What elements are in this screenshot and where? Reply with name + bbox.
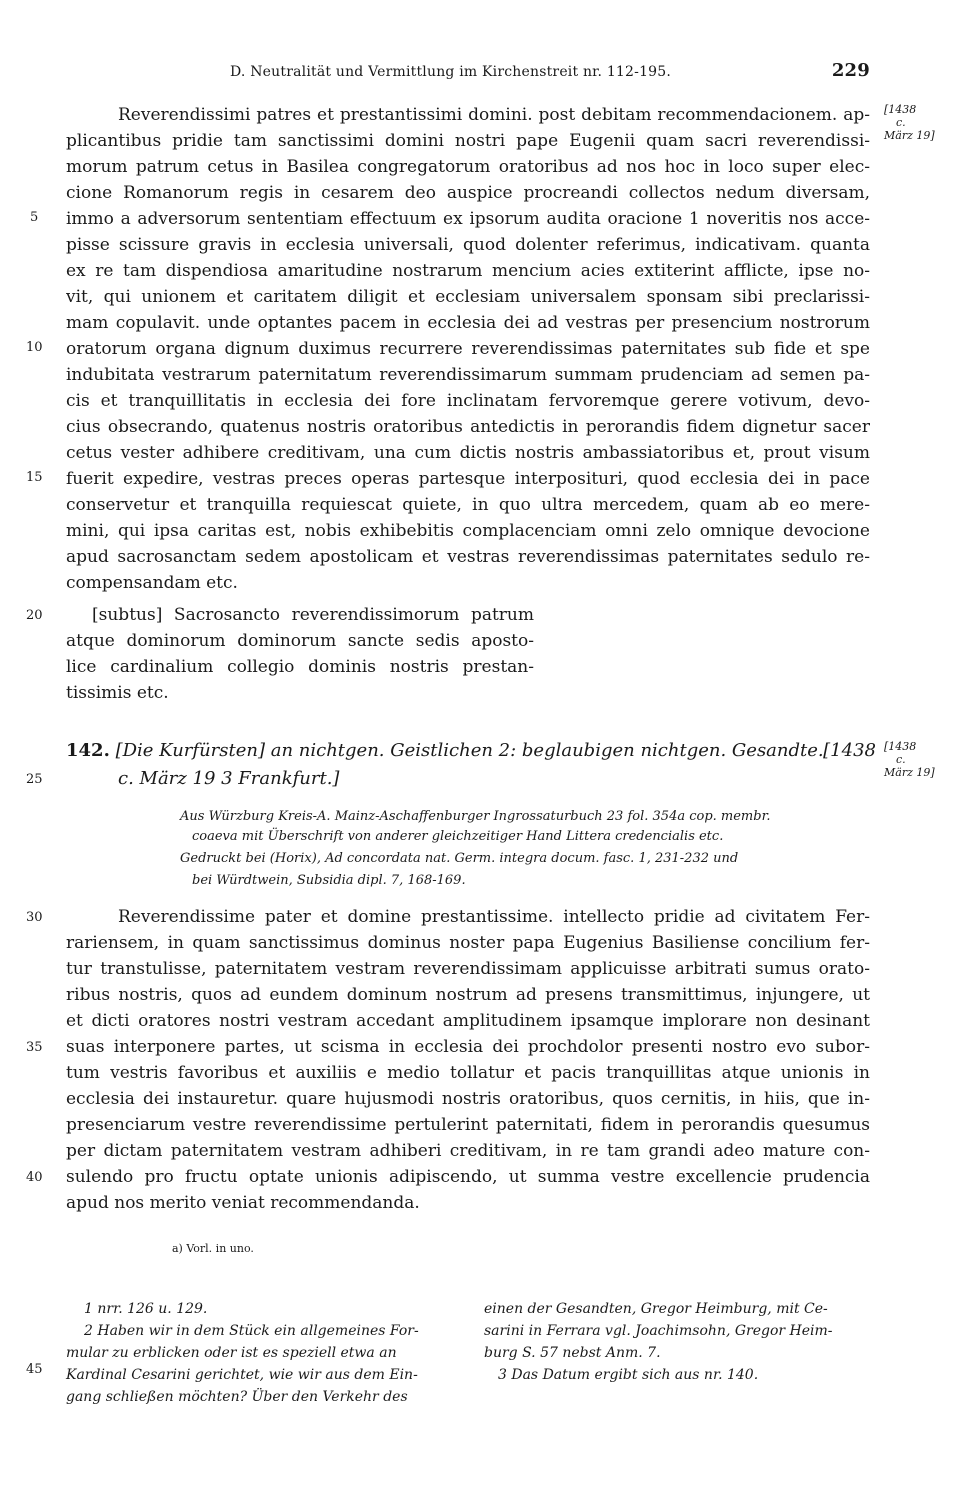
text-line: vit, qui unionem et caritatem diligit et ecclesiam universalem sponsam sibi preclarissi-	[66, 287, 870, 307]
text-line: tissimis etc.	[66, 683, 169, 703]
line-number: 5	[30, 210, 39, 225]
text-line: compensandam etc.	[66, 573, 238, 593]
footnote-line: sarini in Ferrara vgl. Joachimsohn, Gregor Heim-	[484, 1323, 833, 1339]
source-line: bei Würdtwein, Subsidia dipl. 7, 168-169.	[192, 873, 466, 888]
text-line: conservetur et tranquilla requiescat quiete, in quo ultra mercedem, quam ab eo mere-	[66, 495, 870, 515]
text-line: tum vestris favoribus et auxiliis e medio tollatur et pacis tranquillitas atque unionis in	[66, 1063, 870, 1083]
footnote-line: 1 nrr. 126 u. 129.	[84, 1301, 208, 1317]
heading-line	[66, 738, 876, 764]
line-number: 25	[26, 772, 43, 787]
margin-note-line: März 19]	[884, 129, 935, 142]
text-line: Reverendissimi patres et prestantissimi domini. post debitam recommendacionem. ap-	[118, 105, 870, 125]
footnote-line: 3 Das Datum ergibt sich aus nr. 140.	[498, 1367, 759, 1383]
line-number: 45	[26, 1362, 43, 1377]
text-line: tur transtulisse, paternitatem vestram reverendissimam applicuisse arbitrati sumus orato-	[66, 959, 870, 979]
text-line: cis et tranquillitatis in ecclesia dei fore inclinatam fervoremque gerere votivum, devo-	[66, 391, 870, 411]
text-line: fuerit expedire, vestras preces operas partesque interposituri, quod ecclesia dei in pace	[66, 469, 870, 489]
text-line: ecclesia dei instauretur. quare hujusmodi nostris oratoribus, quos cernitis, in hiis, que in-	[66, 1089, 870, 1109]
footnote-line: gang schließen möchten? Über den Verkehr des	[66, 1389, 408, 1405]
text-line: Reverendissime pater et domine prestantissime. intellecto pridie ad civitatem Fer-	[118, 907, 870, 927]
text-line: suas interponere partes, ut scisma in ecclesia dei prochdolor presenti nostro evo subor-	[66, 1037, 870, 1057]
heading-line-2: c. März 19 3 Frankfurt.]	[118, 768, 340, 789]
running-header	[230, 60, 870, 84]
header-title: D. Neutralität und Vermittlung im Kirchenstreit nr. 112-195.	[230, 64, 672, 80]
text-line: per dictam paternitatem vestram adhiberi creditivam, in re tam grandi adeo mature con-	[66, 1141, 870, 1161]
margin-date-note	[884, 103, 935, 142]
text-line: cetus vester adhibere creditivam, una cum dictis nostris ambassiatoribus et, prout visum	[66, 443, 870, 463]
text-line: ex re tam dispendiosa amaritudine nostrarum mencium acies extiterint afflicte, ipse no-	[66, 261, 870, 281]
source-line: Aus Würzburg Kreis-A. Mainz-Aschaffenburger Ingrossaturbuch 23 fol. 354a cop. membr.	[180, 809, 771, 824]
text-line: rariensem, in quam sanctissimus dominus noster papa Eugenius Basiliense concilium fer-	[66, 933, 870, 953]
text-line: indubitata vestrarum paternitatum reverendissimarum summam prudenciam ad semen pa-	[66, 365, 870, 385]
margin-note-line: c.	[896, 753, 906, 766]
text-line: immo a adversorum sententiam effectuum ex ipsorum audita oracione 1 noveritis nos acce-	[66, 209, 870, 229]
line-number: 35	[26, 1040, 43, 1055]
text-line: presenciarum vestre reverendissime pertulerint paternitati, fidem in perorandis quesumus	[66, 1115, 870, 1135]
margin-note-line: c.	[896, 116, 906, 129]
margin-note-line: [1438	[884, 103, 917, 116]
line-number: 10	[26, 340, 43, 355]
text-line: cius obsecrando, quatenus nostris oratoribus antedictis in perorandis fidem dignetur sacer	[66, 417, 870, 437]
line-number: 15	[26, 470, 43, 485]
text-line: apud sacrosanctam sedem apostolicam et vestras reverendissimas paternitates sedulo re-	[66, 547, 870, 567]
text-line: mini, qui ipsa caritas est, nobis exhibebitis complacenciam omni zelo omnique devocione	[66, 521, 870, 541]
line-number: 40	[26, 1170, 43, 1185]
margin-note-line: März 19]	[884, 766, 935, 779]
footnote-line: burg S. 57 nebst Anm. 7.	[484, 1345, 661, 1361]
text-line: mam copulavit. unde optantes pacem in ecclesia dei ad vestras per presencium nostrorum	[66, 313, 870, 333]
source-line: Gedruckt bei (Horix), Ad concordata nat. Germ. integra docum. fasc. 1, 231-232 und	[180, 851, 739, 866]
text-line: ribus nostris, quos ad eundem dominum nostrum ad presens transmittimus, injungere, ut	[66, 985, 870, 1005]
text-line: sulendo pro fructu optate unionis adipiscendo, ut summa vestre excellencie prudencia	[66, 1167, 870, 1187]
text-line: cione Romanorum regis in cesarem deo auspice procreandi collectos nedum diversam,	[66, 183, 870, 203]
text-line: [subtus] Sacrosancto reverendissimorum patrum	[92, 605, 534, 625]
text-line: atque dominorum dominorum sancte sedis aposto-	[66, 631, 534, 651]
text-line: pisse scissure gravis in ecclesia universali, quod dolenter referimus, indicativam. quanta	[66, 235, 870, 255]
heading-date: [1438	[823, 740, 876, 761]
footnote-line: mular zu erblicken oder ist es speziell etwa an	[66, 1345, 397, 1361]
apparatus-note: a) Vorl. in uno.	[172, 1242, 254, 1255]
text-line: lice cardinalium collegio dominis nostris prestan-	[66, 657, 534, 677]
heading-title: [Die Kurfürsten] an nichtgen. Geistlichen 2: beglaubigen nichtgen. Gesandte.	[115, 740, 824, 761]
footnote-line: Kardinal Cesarini gerichtet, wie wir aus dem Ein-	[66, 1367, 418, 1383]
margin-note-line: [1438	[884, 740, 917, 753]
line-number: 30	[26, 910, 43, 925]
text-line: et dicti oratores nostri vestram accedant amplitudinem ipsamque implorare non desinant	[66, 1011, 870, 1031]
text-line: plicantibus pridie tam sanctissimi domini nostri pape Eugenii quam sacri reverendissi-	[66, 131, 870, 151]
line-number: 20	[26, 608, 43, 623]
source-line: coaeva mit Überschrift von anderer gleichzeitiger Hand Littera credencialis etc.	[192, 829, 724, 844]
footnote-line: einen der Gesandten, Gregor Heimburg, mit Ce-	[484, 1301, 828, 1317]
page-number: 229	[831, 60, 870, 81]
text-line: oratorum organa dignum duximus recurrere reverendissimas paternitates sub fide et spe	[66, 339, 870, 359]
text-line: morum patrum cetus in Basilea congregatorum oratoribus ad nos hoc in loco super elec-	[66, 157, 870, 177]
text-line: apud nos merito veniat recommendanda.	[66, 1193, 420, 1213]
document-number: 142.	[66, 740, 110, 761]
margin-date-note	[884, 740, 935, 779]
footnote-line: 2 Haben wir in dem Stück ein allgemeines For-	[84, 1323, 419, 1339]
